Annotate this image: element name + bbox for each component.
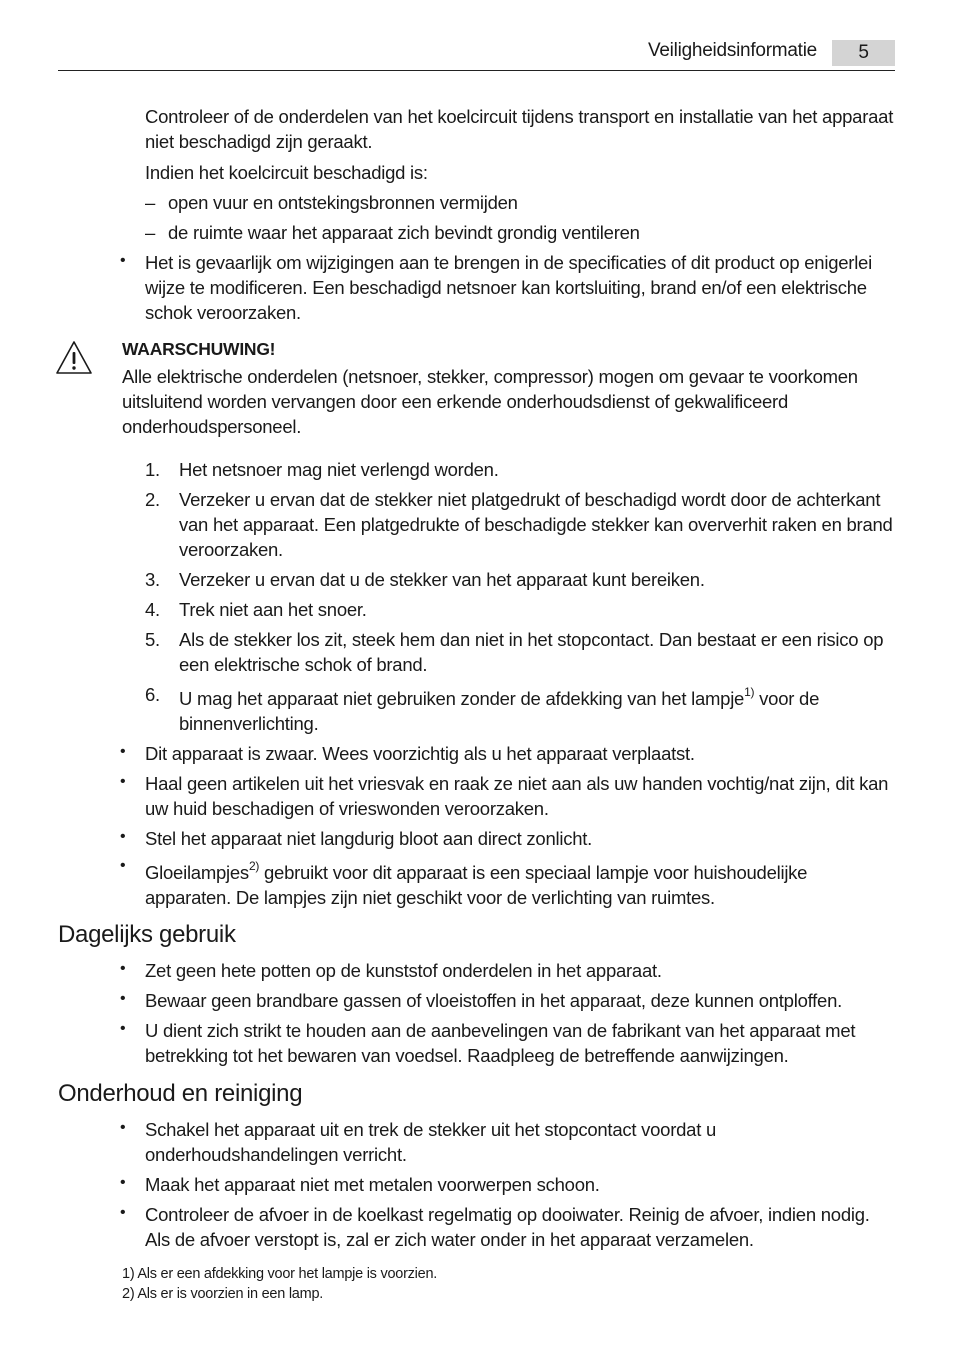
numbered-item: Verzeker u ervan dat de stekker niet platgedrukt of beschadigd wordt door de achterkant van het apparaat. Een platgedrukte of beschadigde stekker kan oververhit raken en brand veroorzaken. bbox=[179, 489, 893, 560]
bullet-dot: • bbox=[120, 828, 126, 845]
numbered-item-text: U mag het apparaat niet gebruiken zonder de afdekking van het lampje bbox=[179, 688, 745, 709]
footnote: 2) Als er is voorzien in een lamp. bbox=[122, 1286, 324, 1302]
intro-paragraph-1: Controleer of de onderdelen van het koelcircuit tijdens transport en installatie van het apparaat niet beschadigd zijn geraakt. bbox=[145, 106, 894, 152]
bullet-dot: • bbox=[120, 1174, 126, 1191]
bullet-item-text: gebruikt voor dit apparaat is een speciaal lampje voor huishoudelijke apparaten. De lampjes zijn niet geschikt voor de verlichting van ruimtes. bbox=[145, 862, 808, 908]
bullet-dot: • bbox=[120, 1204, 126, 1221]
bullet-dot: • bbox=[120, 743, 126, 760]
bullet-item: Stel het apparaat niet langdurig bloot aan direct zonlicht. bbox=[145, 828, 593, 849]
bullet-item: U dient zich strikt te houden aan de aanbevelingen van de fabrikant van het apparaat met betrekking tot het bewaren van voedsel. Raadpleeg de betreffende aanwijzingen. bbox=[145, 1020, 856, 1066]
bullet-item: Dit apparaat is zwaar. Wees voorzichtig als u het apparaat verplaatst. bbox=[145, 743, 695, 764]
numbered-item-text: voor de binnenverlichting. bbox=[179, 688, 820, 734]
bullet-dot: • bbox=[120, 1020, 126, 1037]
list-number: 3. bbox=[145, 569, 160, 590]
page-number: 5 bbox=[832, 40, 895, 66]
dash-item: open vuur en ontstekingsbronnen vermijden bbox=[168, 192, 518, 213]
bullet-dot: • bbox=[120, 773, 126, 790]
footnote-ref: 1) bbox=[744, 684, 755, 699]
list-number: 4. bbox=[145, 599, 160, 620]
bullet-dot: • bbox=[120, 857, 126, 874]
bullet-item-text: Gloeilampjes bbox=[145, 862, 249, 883]
list-number: 6. bbox=[145, 684, 160, 705]
bullet-item: Schakel het apparaat uit en trek de stekker uit het stopcontact voordat u onderhoudshandelingen verricht. bbox=[145, 1119, 717, 1165]
bullet-item: Controleer de afvoer in de koelkast regelmatig op dooiwater. Reinig de afvoer, indien nodig. Als de afvoer verstopt is, zal er zich water onder in het apparaat verzamelen. bbox=[145, 1204, 870, 1250]
numbered-item bbox=[179, 686, 895, 736]
section-heading-maintenance: Onderhoud en reiniging bbox=[58, 1080, 303, 1107]
warning-title: WAARSCHUWING! bbox=[122, 339, 276, 359]
bullet-dot: • bbox=[120, 990, 126, 1007]
intro-paragraph-2: Indien het koelcircuit beschadigd is: bbox=[145, 162, 428, 183]
warning-triangle-icon bbox=[55, 340, 93, 376]
bullet-dot: • bbox=[120, 1119, 126, 1136]
dash-bullet: – bbox=[145, 192, 156, 213]
page-header bbox=[58, 38, 895, 71]
bullet-item: Het is gevaarlijk om wijzigingen aan te brengen in de specificaties of dit product op enigerlei wijze te modificeren. Een beschadigd netsnoer kan kortsluiting, brand en/of een elektrische schok veroorzaken. bbox=[145, 252, 872, 323]
numbered-item: Verzeker u ervan dat u de stekker van het apparaat kunt bereiken. bbox=[179, 569, 705, 590]
list-number: 2. bbox=[145, 489, 160, 510]
bullet-item: Bewaar geen brandbare gassen of vloeistoffen in het apparaat, deze kunnen ontploffen. bbox=[145, 990, 843, 1011]
bullet-item: Zet geen hete potten op de kunststof onderdelen in het apparaat. bbox=[145, 960, 662, 981]
bullet-item: Maak het apparaat niet met metalen voorwerpen schoon. bbox=[145, 1174, 600, 1195]
numbered-item: Trek niet aan het snoer. bbox=[179, 599, 367, 620]
list-number: 1. bbox=[145, 459, 160, 480]
bullet-item bbox=[145, 860, 895, 910]
list-number: 5. bbox=[145, 629, 160, 650]
bullet-dot: • bbox=[120, 252, 126, 269]
numbered-item: Als de stekker los zit, steek hem dan niet in het stopcontact. Dan bestaat er een risico op een elektrische schok of brand. bbox=[179, 629, 884, 675]
bullet-item: Haal geen artikelen uit het vriesvak en raak ze niet aan als uw handen vochtig/nat zijn, dit kan uw huid beschadigen of vrieswonden veroorzaken. bbox=[145, 773, 889, 819]
section-heading-daily-use: Dagelijks gebruik bbox=[58, 921, 236, 948]
footnote-ref: 2) bbox=[248, 858, 260, 873]
footnote: 1) Als er een afdekking voor het lampje is voorzien. bbox=[122, 1266, 438, 1282]
header-title: Veiligheidsinformatie bbox=[647, 40, 817, 61]
warning-text: Alle elektrische onderdelen (netsnoer, stekker, compressor) mogen om gevaar te voorkomen uitsluitend worden vervangen door een erkende onderhoudsdienst of gekwalificeerd onderhoudspersoneel. bbox=[122, 366, 858, 437]
dash-bullet: – bbox=[145, 222, 156, 243]
bullet-dot: • bbox=[120, 960, 126, 977]
dash-item: de ruimte waar het apparaat zich bevindt grondig ventileren bbox=[168, 222, 640, 243]
numbered-item: Het netsnoer mag niet verlengd worden. bbox=[179, 459, 499, 480]
